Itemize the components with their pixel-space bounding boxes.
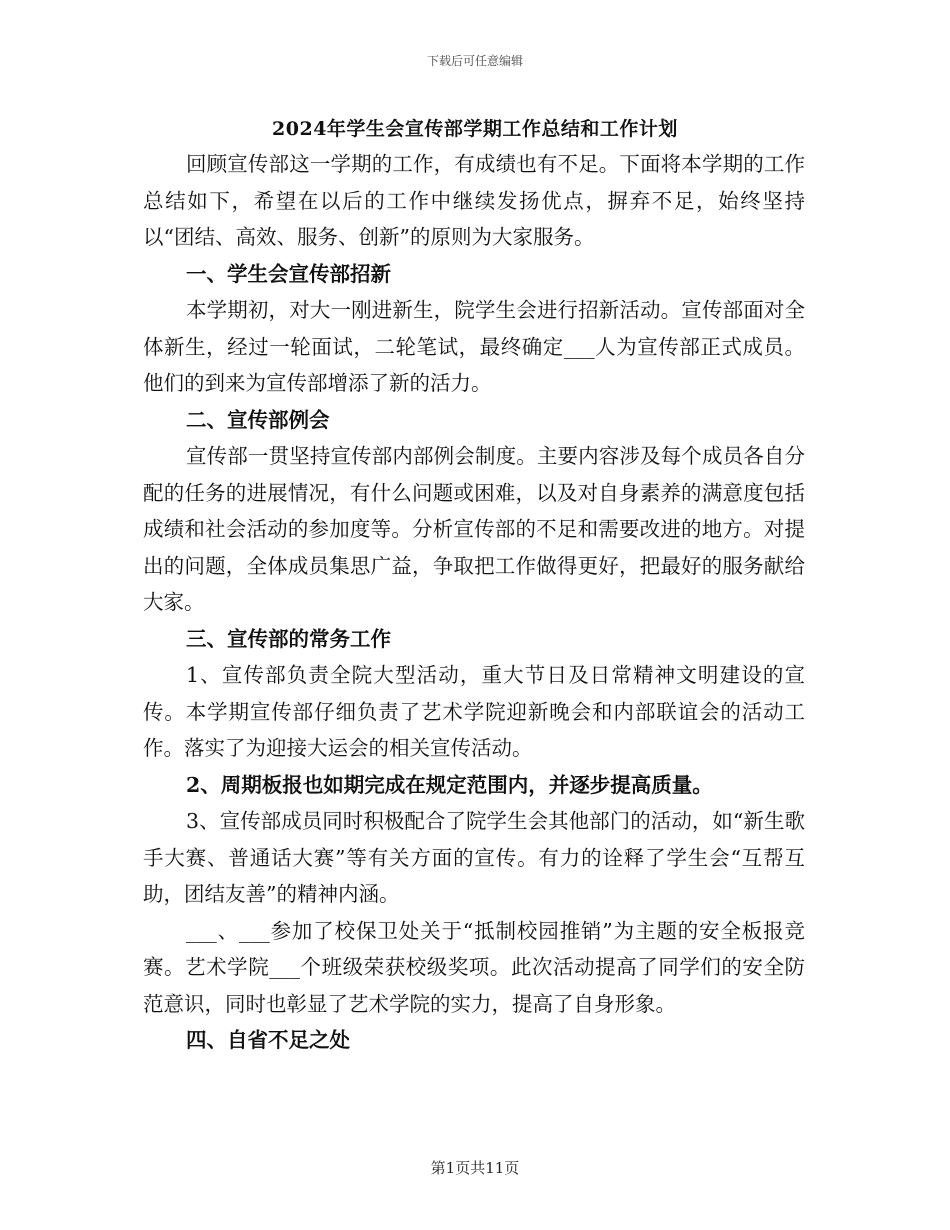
header-note: 下载后可任意编辑 [426,54,523,68]
routine-item-1: 1、宣传部负责全院大型活动，重大节日及日常精神文明建设的宣传。本学期宣传部仔细负责了艺术学院迎新晚会和内部联谊会的活动工作。落实了为迎接大运会的相关宣传活动。 [143,663,805,760]
routine-item-4: ___、___参加了校保卫处关于“抵制校园推销”为主题的安全板报竞赛。艺术学院___个班级荣获校级奖项。此次活动提高了同学们的安全防范意识，同时也彰显了艺术学院的实力，提高了自身形象。 [143,918,805,1016]
section-heading-routine-work: 三、宣传部的常务工作 [186,626,391,651]
routine-item-3: 3、宣传部成员同时积极配合了院学生会其他部门的活动，如“新生歌手大赛、普通话大赛”等有关方面的宣传。有力的诠释了学生会“互帮互助，团结友善”的精神内涵。 [143,809,805,906]
page-footer: 第1页共11页 [430,1159,520,1177]
document-title: 2024年学生会宣传部学期工作总结和工作计划 [272,118,678,140]
intro-paragraph: 回顾宣传部这一学期的工作，有成绩也有不足。下面将本学期的工作总结如下，希望在以后的工作中继续发扬优点，摒弃不足，始终坚持以“团结、高效、服务、创新”的原则为大家服务。 [143,152,805,249]
document-body [143,146,805,1059]
section-heading-shortcomings: 四、自省不足之处 [186,1028,350,1052]
section-heading-meetings: 二、宣传部例会 [186,407,330,432]
meetings-paragraph: 宣传部一贯坚持宣传部内部例会制度。主要内容涉及每个成员各自分配的任务的进展情况，有什么问题或困难，以及对自身素养的满意度包括成绩和社会活动的参加度等。分析宣传部的不足和需要改进的地方。对提出的问题，全体成员集思广益，争取把工作做得更好，把最好的服务献给大家。 [143,444,805,614]
section-heading-recruitment: 一、学生会宣传部招新 [186,261,391,286]
routine-item-2: 2、周期板报也如期完成在规定范围内，并逐步提高质量。 [186,772,713,797]
recruitment-paragraph: 本学期初，对大一刚进新生，院学生会进行招新活动。宣传部面对全体新生，经过一轮面试，二轮笔试，最终确定___人为宣传部正式成员。他们的到来为宣传部增添了新的活力。 [143,298,805,395]
